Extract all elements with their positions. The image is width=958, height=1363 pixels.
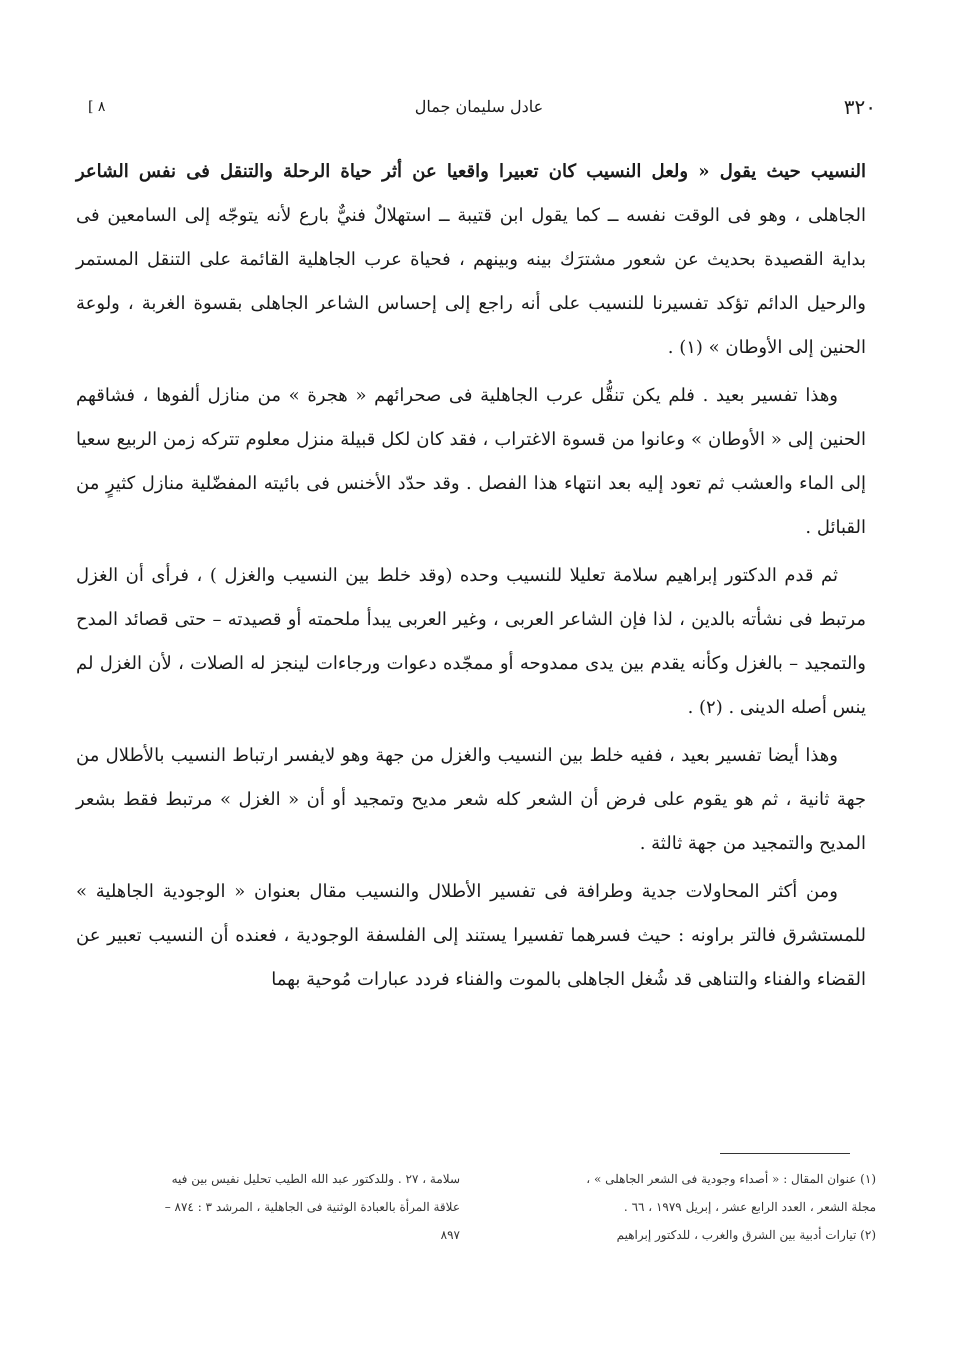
footnote-divider [720, 1153, 850, 1154]
paragraph-2: وهذا تفسير بعيد . فلم يكن تنقُّل عرب الجاهلية فى صحرائهم « هجرة » من منازل ألفوها ، فشاقهم الحنين إلى « الأوطان » وعانوا من قسوة الاغتراب ، فقد كان لكل قبيلة منزل معلوم تتركه زمن الربيع سعيا إلى الماء والعشب ثم تعود إليه بعد انتهاء هذا الفصل . وقد حدّد الأخنس فى بائيته المفضّلية منازل كثيرٍ من القبائل . [76, 385, 866, 538]
footnote-line: مجلة الشعر ، العدد الرابع عشر ، إبريل ١٩٧٩ ، ٦٦ . [623, 1200, 876, 1214]
footnote-line: ٨٩٧ [440, 1228, 460, 1242]
footnotes-left-column [60, 1165, 460, 1249]
bold-lead-text: النسيب حيث يقول « ولعل النسيب كان تعبيرا واقعيا عن أثر حياة الرحلة والتنقل فى نفس الشاعر [76, 161, 866, 182]
running-title: عادل سليمان جمال [414, 97, 544, 116]
footnote-line: (٢) تيارات أدبية بين الشرق والغرب ، للدكتور إبراهيم [616, 1228, 876, 1242]
main-text [76, 150, 866, 1006]
header-bracket: [ ٨ [88, 99, 106, 115]
footnotes-right-column [496, 1165, 876, 1249]
paragraph-5: ومن أكثر المحاولات جدية وطرافة فى تفسير الأطلال والنسيب مقال بعنوان « الوجودية الجاهلية » للمستشرق فالتر براونه : حيث فسرهما تفسيرا يستند إلى الفلسفة الوجودية ، فعنده أن النسيب تعبير عن القضاء والفناء والتناهى قد شُغل الجاهلى بالموت والفناء فردد عبارات مُوحية بهما [76, 881, 866, 990]
footnote-line: علاقة المرأة بالعبادة الوثنية فى الجاهلية ، المرشد ٣ : ٨٧٤ – [164, 1200, 460, 1214]
footnote-line: سلامة ، ٢٧ . وللدكتور عبد الله الطيب تحليل نفيس بين فيه [171, 1172, 460, 1186]
paragraph-3: ثم قدم الدكتور إبراهيم سلامة تعليلا للنسيب وحده (وقد خلط بين النسيب والغزل ) ، فرأى أن الغزل مرتبط فى نشأته بالدين ، لذا فإن الشاعر العربى ، وغير العربى يبدأ ملحمته أو قصيدته – حتى قصائد المدح والتمجيد – بالغزل وكأنه يقدم بين يدى ممدوحه أو ممجّده دعوات ورجاءات لينجز له الصلات ، لأن الغزل لم ينس أصله الدينى . (٢) . [76, 565, 867, 718]
paragraph-4: وهذا أيضا تفسير بعيد ، ففيه خلط بين النسيب والغزل من جهة وهو لايفسر ارتباط النسيب بالأطلال من جهة ثانية ، ثم هو يقوم على فرض أن الشعر كله شعر مديح وتمجيد أو أن « الغزل » مرتبط فقط بشعر المديح والتمجيد من جهة ثالثة . [76, 745, 866, 854]
page-number: ٣٢٠ [843, 95, 876, 119]
footnote-line: (١) عنوان المقال : « أصداء وجودية فى الشعر الجاهلى » ، [586, 1172, 876, 1186]
paragraph-1: النسيب حيث يقول « ولعل النسيب كان تعبيرا واقعيا عن أثر حياة الرحلة والتنقل فى نفس الشاعر الجاهلى ، وهو فى الوقت نفسه ــ كما يقول ابن قتيبة ــ استهلالٌ فنيٌّ بارع لأنه يتوجّه إلى السامعين فى بداية القصيدة بحديث عن شعور مشترَك بينه وبينهم ، فحياة عرب الجاهلية القائمة على التنقل المستمر والرحيل الدائم تؤكد تفسيرنا للنسيب على أنه راجع إلى إحساس الشاعر الجاهلى بقسوة الغربة ، ولوعة الحنين إلى الأوطان » (١) . [76, 161, 866, 358]
